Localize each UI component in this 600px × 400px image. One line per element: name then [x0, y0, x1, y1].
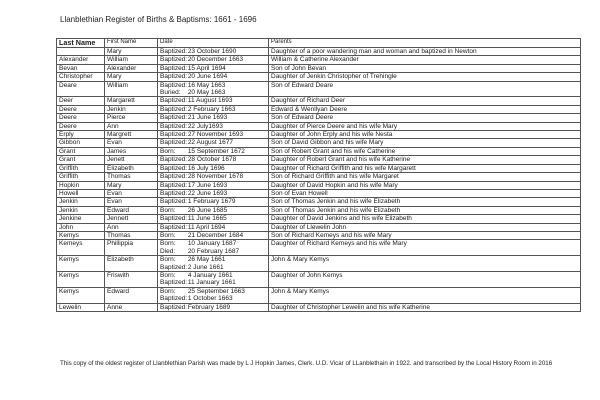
cell-date: [158, 189, 269, 197]
cell-parents: Daughter of Richard Kemeys and his wife Mary: [269, 240, 581, 256]
cell-parents: Son of David Gibbon and his wife Mary: [269, 139, 581, 147]
date-line: [160, 106, 266, 113]
date-value: 23 October 1690: [187, 48, 237, 55]
table-row: [57, 56, 581, 64]
cell-date: [158, 206, 269, 214]
cell-last-name: Christopher: [57, 73, 105, 81]
cell-date: [158, 215, 269, 223]
cell-date: [158, 240, 269, 256]
cell-last-name: Bevan: [57, 64, 105, 72]
table-row: [57, 240, 581, 256]
cell-date: [158, 231, 269, 239]
table-row: [57, 122, 581, 130]
date-type-label: Born:: [160, 256, 176, 264]
cell-first-name: Evan: [105, 189, 158, 197]
date-line: [160, 56, 266, 63]
table-row: [57, 206, 581, 214]
cell-date: [158, 303, 269, 311]
table-row: [57, 73, 581, 81]
header-date: Date: [158, 39, 269, 48]
transcription-caption: This copy of the oldest register of Llanblethian Parish was made by L J Hopkin James, Clerk. U.D. Vicar of LLanblethain in 1922. and transcribed by the Local History Room in 2016: [60, 360, 553, 367]
date-type-label: Baptized:: [160, 114, 188, 122]
date-type-label: Born:: [160, 271, 176, 279]
date-value: 20 June 1694: [187, 73, 228, 81]
date-value: 26 May 1661: [187, 256, 226, 264]
cell-last-name: Gibbon: [57, 139, 105, 147]
date-value: 15 September 1672: [187, 147, 245, 155]
register-body: [57, 48, 581, 312]
cell-last-name: Grant: [57, 156, 105, 164]
cell-last-name: Howell: [57, 189, 105, 197]
date-line: [160, 182, 266, 189]
cell-first-name: Mary: [105, 48, 158, 56]
cell-date: [158, 287, 269, 303]
cell-last-name: Lewelin: [57, 303, 105, 311]
date-line: [160, 73, 266, 80]
cell-last-name: Griffith: [57, 164, 105, 172]
date-type-label: Baptized:: [160, 64, 188, 72]
cell-parents: Daughter of Pierce Deere and his wife Mary: [269, 122, 581, 130]
date-value: 10 January 1687: [187, 240, 237, 248]
cell-last-name: John: [57, 223, 105, 231]
date-value: February 1689: [187, 303, 231, 311]
date-value: 2 February 1663: [187, 105, 236, 113]
cell-last-name: Hopkin: [57, 181, 105, 189]
cell-first-name: Edward: [105, 206, 158, 214]
cell-parents: Daughter of a poor wandering man and woman and baptized in Newton: [269, 48, 581, 56]
cell-first-name: Elizabeth: [105, 256, 158, 272]
date-type-label: Baptized:: [160, 139, 188, 147]
table-row: [57, 114, 581, 122]
cell-parents: Son of Thomas Jenkin and his wife Elizabeth: [269, 206, 581, 214]
date-line: [160, 82, 266, 89]
cell-date: [158, 198, 269, 206]
cell-first-name: Ann: [105, 122, 158, 130]
cell-first-name: Margrett: [105, 131, 158, 139]
date-line: [160, 207, 266, 214]
date-line: [160, 304, 266, 311]
date-type-label: Born:: [160, 206, 176, 214]
date-type-label: Baptized:: [160, 173, 188, 181]
date-type-label: Buried:: [160, 89, 181, 97]
date-line: [160, 198, 266, 205]
date-value: 27 November 1693: [187, 131, 244, 139]
cell-parents: Daughter of Richard Deer: [269, 97, 581, 105]
date-type-label: Baptized:: [160, 263, 188, 271]
cell-date: [158, 147, 269, 155]
cell-date: [158, 223, 269, 231]
date-line: [160, 156, 266, 163]
table-header-row: [57, 39, 581, 48]
cell-first-name: Friswith: [105, 271, 158, 287]
date-type-label: Baptized:: [160, 56, 188, 64]
table-row: [57, 215, 581, 223]
table-row: [57, 173, 581, 181]
cell-parents: Edward & Wenllyan Deere: [269, 105, 581, 113]
cell-first-name: Thomas: [105, 231, 158, 239]
date-line: [160, 131, 266, 138]
date-value: 20 February 1687: [187, 247, 240, 255]
date-type-label: Born:: [160, 240, 176, 248]
cell-parents: Daughter of John Erply and his wife Nesta: [269, 131, 581, 139]
cell-date: [158, 114, 269, 122]
cell-parents: Son of Edward Deere: [269, 114, 581, 122]
date-line: [160, 190, 266, 197]
cell-date: [158, 256, 269, 272]
cell-date: [158, 164, 269, 172]
cell-parents: Daughter of Christopher Lewelin and his wife Katherine: [269, 303, 581, 311]
cell-last-name: Kemys: [57, 287, 105, 303]
table-row: [57, 271, 581, 287]
table-row: [57, 97, 581, 105]
cell-last-name: Alexander: [57, 56, 105, 64]
date-line: [160, 248, 266, 255]
cell-first-name: Mary: [105, 73, 158, 81]
cell-last-name: Erply: [57, 131, 105, 139]
cell-date: [158, 122, 269, 130]
date-line: [160, 224, 266, 231]
table-row: [57, 231, 581, 239]
cell-first-name: Thomas: [105, 173, 158, 181]
date-line: [160, 279, 266, 286]
date-line: [160, 89, 266, 96]
date-line: [160, 256, 266, 263]
date-type-label: Baptized:: [160, 156, 188, 164]
cell-first-name: Elizabeth: [105, 164, 158, 172]
cell-date: [158, 97, 269, 105]
date-line: [160, 139, 266, 146]
cell-first-name: Pierce: [105, 114, 158, 122]
date-type-label: Baptized:: [160, 215, 188, 223]
date-line: [160, 123, 266, 130]
cell-first-name: Alexander: [105, 64, 158, 72]
date-value: 20 May 1663: [187, 89, 226, 97]
date-value: 28 November 1678: [187, 173, 244, 181]
cell-last-name: Deere: [57, 105, 105, 113]
date-type-label: Baptized:: [160, 73, 188, 81]
date-line: [160, 232, 266, 239]
cell-parents: Son of John Bevan: [269, 64, 581, 72]
cell-last-name: [57, 48, 105, 56]
cell-last-name: Jenkin: [57, 206, 105, 214]
date-type-label: Baptized:: [160, 189, 188, 197]
table-row: [57, 139, 581, 147]
date-value: 21 June 1693: [187, 114, 228, 122]
cell-first-name: James: [105, 147, 158, 155]
cell-parents: Son of Evan Howell: [269, 189, 581, 197]
date-value: 1 February 1679: [187, 198, 236, 206]
date-value: 11 August 1693: [187, 97, 233, 105]
cell-parents: Daughter of Llewelin John: [269, 223, 581, 231]
date-value: 26 June 1685: [187, 206, 228, 214]
cell-parents: William & Catherine Alexander: [269, 56, 581, 64]
date-line: [160, 264, 266, 271]
table-row: [57, 81, 581, 97]
date-value: 25 September 1663: [187, 287, 245, 295]
cell-last-name: Kemys: [57, 271, 105, 287]
table-row: [57, 147, 581, 155]
register-table: [56, 38, 581, 312]
cell-date: [158, 156, 269, 164]
cell-date: [158, 81, 269, 97]
date-value: 2 June 1661: [187, 263, 224, 271]
table-row: [57, 223, 581, 231]
table-row: [57, 48, 581, 56]
date-type-label: Born:: [160, 287, 176, 295]
cell-last-name: Deare: [57, 81, 105, 97]
date-line: [160, 148, 266, 155]
date-type-label: Born:: [160, 147, 176, 155]
date-type-label: Baptized:: [160, 198, 188, 206]
date-value: 20 December 1663: [187, 56, 244, 64]
table-row: [57, 181, 581, 189]
date-line: [160, 240, 266, 247]
date-line: [160, 173, 266, 180]
table-row: [57, 303, 581, 311]
cell-last-name: Deere: [57, 114, 105, 122]
cell-first-name: William: [105, 81, 158, 97]
date-value: 28 October 1678: [187, 156, 237, 164]
date-value: 21 December 1684: [187, 231, 244, 239]
cell-date: [158, 56, 269, 64]
date-value: 11 June 1665: [187, 215, 227, 223]
cell-first-name: Jenkin: [105, 105, 158, 113]
page-title: Llanblethian Register of Births & Baptisms: 1661 - 1696: [60, 15, 257, 24]
cell-date: [158, 73, 269, 81]
table-row: [57, 189, 581, 197]
header-last-name: Last Name: [57, 39, 105, 48]
cell-date: [158, 64, 269, 72]
cell-first-name: Evan: [105, 198, 158, 206]
date-value: 1 October 1663: [187, 295, 233, 303]
date-type-label: Baptized:: [160, 164, 188, 172]
date-line: [160, 114, 266, 121]
date-value: 17 June 1693: [187, 181, 228, 189]
cell-parents: Daughter of Robert Grant and his wife Katherine: [269, 156, 581, 164]
cell-parents: John & Mary Kemys: [269, 287, 581, 303]
cell-parents: Son of Richard Kemeys and his wife Mary: [269, 231, 581, 239]
date-type-label: Born:: [160, 231, 176, 239]
date-value: 22 July1693: [187, 122, 223, 130]
table-row: [57, 287, 581, 303]
header-first-name: First Name: [105, 39, 158, 48]
cell-first-name: Jennett: [105, 215, 158, 223]
date-type-label: Baptized:: [160, 279, 188, 287]
table-row: [57, 64, 581, 72]
cell-first-name: William: [105, 56, 158, 64]
table-row: [57, 198, 581, 206]
date-value: 16 July 1696: [187, 164, 225, 172]
date-value: 22 June 1693: [187, 189, 228, 197]
cell-first-name: Evan: [105, 139, 158, 147]
cell-last-name: Kemys: [57, 231, 105, 239]
date-line: [160, 288, 266, 295]
date-line: [160, 97, 266, 104]
cell-last-name: Griffith: [57, 173, 105, 181]
date-type-label: Baptized:: [160, 181, 188, 189]
cell-first-name: Mary: [105, 181, 158, 189]
cell-first-name: Edward: [105, 287, 158, 303]
cell-parents: Son of Richard Griffith and his wife Margaret: [269, 173, 581, 181]
table-row: [57, 164, 581, 172]
cell-date: [158, 271, 269, 287]
cell-first-name: Jenett: [105, 156, 158, 164]
cell-parents: Son of Thomas Jenkin and his wife Elizabeth: [269, 198, 581, 206]
cell-parents: Son of Robert Grant and his wife Catherine: [269, 147, 581, 155]
date-value: 22 August 1677: [187, 139, 233, 147]
cell-date: [158, 105, 269, 113]
date-type-label: Baptized:: [160, 131, 188, 139]
date-type-label: Baptized:: [160, 48, 188, 55]
date-line: [160, 65, 266, 72]
cell-last-name: Jenkine: [57, 215, 105, 223]
cell-date: [158, 139, 269, 147]
cell-parents: Daughter of Richard Griffith and his wife Margarett: [269, 164, 581, 172]
cell-last-name: Deer: [57, 97, 105, 105]
cell-parents: Daughter of Jenkin Christopher of Trehingle: [269, 73, 581, 81]
date-type-label: Baptized:: [160, 223, 188, 231]
table-row: [57, 131, 581, 139]
date-value: 4 January 1661: [187, 271, 233, 279]
cell-first-name: Ann: [105, 223, 158, 231]
date-line: [160, 165, 266, 172]
date-value: 15 April 1694: [187, 64, 226, 72]
cell-parents: John & Mary Kemys: [269, 256, 581, 272]
date-line: [160, 48, 266, 55]
table-row: [57, 156, 581, 164]
cell-date: [158, 131, 269, 139]
date-value: 16 May 1663: [187, 81, 226, 89]
table-row: [57, 256, 581, 272]
cell-last-name: Kemys: [57, 256, 105, 272]
cell-parents: Son of Edward Deare: [269, 81, 581, 97]
cell-last-name: Kemeys: [57, 240, 105, 256]
cell-last-name: Jenkin: [57, 198, 105, 206]
date-type-label: Baptized:: [160, 122, 188, 130]
date-type-label: Baptized:: [160, 97, 188, 105]
cell-last-name: Grant: [57, 147, 105, 155]
date-line: [160, 272, 266, 279]
cell-parents: Daughter of David Jenkins and his wife Elizabeth: [269, 215, 581, 223]
date-type-label: Baptized:: [160, 105, 188, 113]
table-row: [57, 105, 581, 113]
cell-date: [158, 48, 269, 56]
date-type-label: Baptized:: [160, 81, 188, 89]
cell-parents: Daughter of David Hopkin and his wife Mary: [269, 181, 581, 189]
cell-date: [158, 181, 269, 189]
date-type-label: Died:: [160, 247, 176, 255]
date-type-label: Baptized:: [160, 303, 188, 311]
date-value: 11 January 1661: [187, 279, 236, 287]
cell-first-name: Phillippia: [105, 240, 158, 256]
cell-parents: Daughter of John Kemys: [269, 271, 581, 287]
date-line: [160, 295, 266, 302]
date-value: 11 April 1694: [187, 223, 226, 231]
cell-first-name: Margarett: [105, 97, 158, 105]
cell-date: [158, 173, 269, 181]
date-type-label: Baptized:: [160, 295, 188, 303]
cell-first-name: Anne: [105, 303, 158, 311]
header-parents: Parents: [269, 39, 581, 48]
cell-last-name: Deere: [57, 122, 105, 130]
date-line: [160, 215, 266, 222]
